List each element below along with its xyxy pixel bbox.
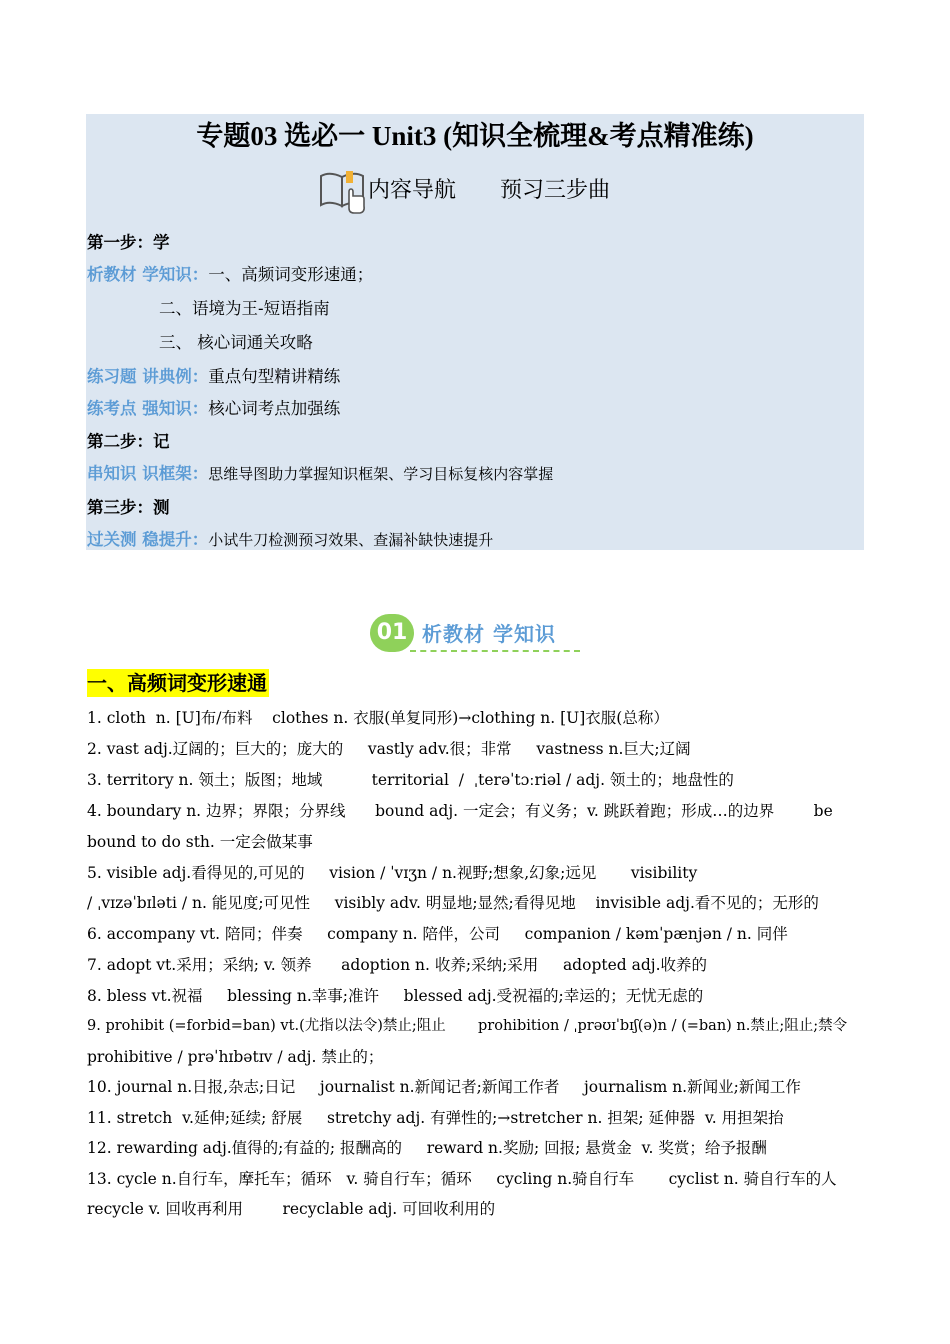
- step-row-5-label: 练考点 强知识：: [87, 399, 209, 418]
- vocab-line: 4. boundary n. 边界；界限；分界线 bound adj. 一定会；有义务；v. 跳跃着跑；形成…的边界 be: [87, 802, 833, 820]
- vocab-line: 12. rewarding adj.值得的;有益的; 报酬高的 reward n.奖励; 回报; 悬赏金 v. 奖赏；给予报酬: [87, 1139, 767, 1157]
- step-row-4-label: 练习题 讲典例：: [87, 367, 209, 386]
- step-row-3: 三、 核心词通关攻略: [159, 333, 313, 352]
- step-row-4-text: 重点句型精讲精练: [208, 367, 341, 386]
- step3-heading: 第三步：测: [87, 498, 170, 517]
- step-row-5: [87, 398, 340, 420]
- book-icon: [318, 168, 368, 214]
- vocab-line: 3. territory n. 领土；版图；地域 territorial / ˌterəˈtɔːriəl / adj. 领土的；地盘性的: [87, 771, 734, 789]
- step-row-1-text: 一、高频词变形速通；: [208, 265, 374, 284]
- step-row-6: [87, 463, 553, 485]
- vocab-line: 2. vast adj.辽阔的；巨大的；庞大的 vastly adv.很；非常 vastness n.巨大;辽阔: [87, 740, 691, 758]
- step-row-1: [87, 264, 373, 286]
- page-title: 专题03 选必一 Unit3 (知识全梳理&考点精准练): [196, 121, 754, 151]
- step-row-7: [87, 529, 493, 551]
- vocab-line: 9. prohibit (=forbid=ban) vt.(尤指以法令)禁止;阻止 prohibition / ˌprəʊɪˈbɪʃ(ə)n / (=ban) n.禁止;阻止;禁令: [87, 1018, 848, 1034]
- vocab-line: 8. bless vt.祝福 blessing n.幸事;准许 blessed adj.受祝福的;幸运的；无忧无虑的: [87, 987, 704, 1005]
- step-row-5-text: 核心词考点加强练: [208, 399, 341, 418]
- section-banner-label: 析教材 学知识: [422, 622, 556, 646]
- vocab-line: 10. journal n.日报,杂志;日记 journalist n.新闻记者;新闻工作者 journalism n.新闻业;新闻工作: [87, 1078, 801, 1096]
- section-title: 一、高频词变形速通: [87, 671, 267, 695]
- vocab-line: 6. accompany vt. 陪同；伴奏 company n. 陪伴，公司 companion / kəmˈpænjən / n. 同伴: [87, 925, 788, 943]
- vocab-line: 1. cloth n. [U]布/布料 clothes n. 衣服(单复同形)→clothing n. [U]衣服(总称）: [87, 709, 669, 727]
- step-row-2: 二、语境为王-短语指南: [159, 299, 330, 318]
- vocab-line: prohibitive / prəˈhɪbətɪv / adj. 禁止的；: [87, 1048, 384, 1066]
- content-navigation-heading: [318, 168, 610, 214]
- vocab-line: 5. visible adj.看得见的,可见的 vision / ˈvɪʒn / n.视野;想象,幻象;远见 visibility: [87, 864, 698, 882]
- vocab-line: 13. cycle n.自行车，摩托车；循环 v. 骑自行车；循环 cycling n.骑自行车 cyclist n. 骑自行车的人: [87, 1170, 837, 1188]
- step2-heading: 第二步：记: [87, 432, 170, 451]
- step-row-6-text: 思维导图助力掌握知识框架、学习目标复核内容掌握: [208, 465, 554, 483]
- section-number-badge: 01: [370, 614, 414, 652]
- step-row-1-label: 析教材 学知识：: [87, 265, 209, 284]
- step-row-7-text: 小试牛刀检测预习效果、查漏补缺快速提升: [208, 531, 494, 549]
- section-banner: [370, 612, 582, 658]
- vocab-line: bound to do sth. 一定会做某事: [87, 833, 313, 851]
- step-row-4: [87, 366, 340, 388]
- vocab-line: recycle v. 回收再利用 recyclable adj. 可回收利用的: [87, 1200, 496, 1218]
- banner-divider: [410, 650, 580, 652]
- vocab-line: 11. stretch v.延伸;延续; 舒展 stretchy adj. 有弹性的;→stretcher n. 担架; 延伸器 v. 用担架抬: [87, 1109, 784, 1127]
- step-row-6-label: 串知识 识框架：: [87, 464, 209, 483]
- vocab-line: / ˌvɪzəˈbɪləti / n. 能见度;可见性 visibly adv. 明显地;显然;看得见地 invisible adj.看不见的；无形的: [87, 894, 819, 912]
- step-row-7-label: 过关测 稳提升：: [87, 530, 209, 549]
- step1-heading: 第一步：学: [87, 233, 170, 252]
- vocab-line: 7. adopt vt.采用；采纳; v. 领养 adoption n. 收养;采纳;采用 adopted adj.收养的: [87, 956, 708, 974]
- subnav-text: 内容导航 预习三步曲: [368, 178, 611, 203]
